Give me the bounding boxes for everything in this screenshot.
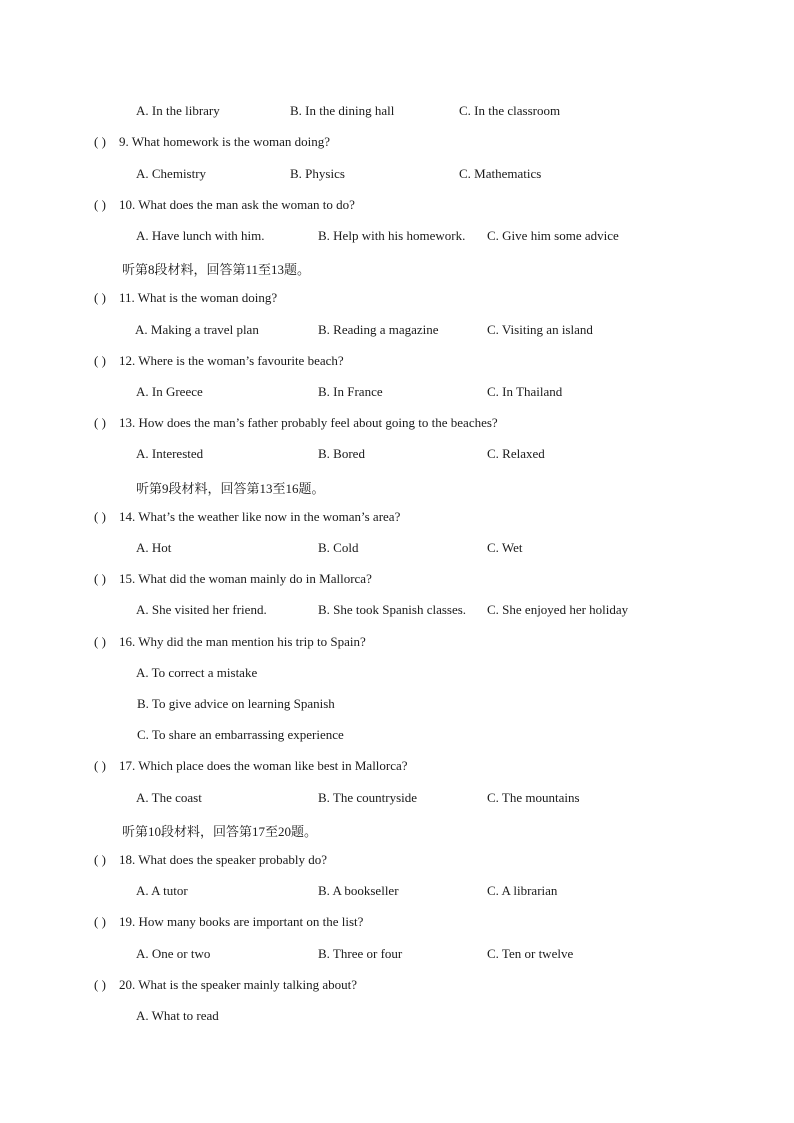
- q20-option-a[interactable]: A. What to read: [136, 1008, 219, 1023]
- question-text: 20. What is the speaker mainly talking about?: [119, 977, 358, 992]
- q12-option-b[interactable]: B. In France: [318, 384, 383, 399]
- q19-option-b[interactable]: B. Three or four: [318, 946, 403, 961]
- q19-option-a[interactable]: A. One or two: [136, 946, 211, 961]
- question-text: 13. How does the man’s father probably feel about going to the beaches?: [119, 415, 498, 430]
- answer-blank[interactable]: ( ): [94, 197, 106, 212]
- q9-option-b[interactable]: B. Physics: [290, 166, 345, 181]
- q16-option-c[interactable]: C. To share an embarrassing experience: [137, 727, 344, 742]
- q13-option-b[interactable]: B. Bored: [318, 446, 365, 461]
- section-8-heading: 听第8段材料，回答第11至13题。: [122, 262, 311, 277]
- q11-option-b[interactable]: B. Reading a magazine: [318, 322, 439, 337]
- q16-option-a[interactable]: A. To correct a mistake: [136, 665, 258, 680]
- question-text: 18. What does the speaker probably do?: [119, 852, 328, 867]
- question-text: 16. Why did the man mention his trip to Spain?: [119, 634, 366, 649]
- q8-option-a[interactable]: A. In the library: [136, 103, 220, 118]
- q11-option-a[interactable]: A. Making a travel plan: [135, 322, 259, 337]
- question-text: 15. What did the woman mainly do in Mallorca?: [119, 571, 372, 586]
- q17-option-b[interactable]: B. The countryside: [318, 790, 418, 805]
- question-text: 12. Where is the woman’s favourite beach?: [119, 353, 344, 368]
- q12-option-a[interactable]: A. In Greece: [136, 384, 203, 399]
- answer-blank[interactable]: ( ): [94, 758, 106, 773]
- question-text: 9. What homework is the woman doing?: [119, 134, 330, 149]
- q15-option-c[interactable]: C. She enjoyed her holiday: [487, 602, 629, 617]
- q17-option-c[interactable]: C. The mountains: [487, 790, 580, 805]
- q18-option-a[interactable]: A. A tutor: [136, 883, 188, 898]
- question-text: 11. What is the woman doing?: [119, 290, 278, 305]
- q8-option-b[interactable]: B. In the dining hall: [290, 103, 395, 118]
- q13-option-a[interactable]: A. Interested: [136, 446, 204, 461]
- question-text: 14. What’s the weather like now in the woman’s area?: [119, 509, 401, 524]
- answer-blank[interactable]: ( ): [94, 415, 106, 430]
- q9-option-c[interactable]: C. Mathematics: [459, 166, 542, 181]
- q18-option-b[interactable]: B. A bookseller: [318, 883, 399, 898]
- q12-option-c[interactable]: C. In Thailand: [487, 384, 563, 399]
- answer-blank[interactable]: ( ): [94, 634, 106, 649]
- q14-option-c[interactable]: C. Wet: [487, 540, 523, 555]
- q19-option-c[interactable]: C. Ten or twelve: [487, 946, 574, 961]
- answer-blank[interactable]: ( ): [94, 290, 106, 305]
- q17-option-a[interactable]: A. The coast: [136, 790, 202, 805]
- answer-blank[interactable]: ( ): [94, 134, 106, 149]
- q10-option-a[interactable]: A. Have lunch with him.: [136, 228, 265, 243]
- q16-option-b[interactable]: B. To give advice on learning Spanish: [137, 696, 335, 711]
- q9-option-a[interactable]: A. Chemistry: [136, 166, 207, 181]
- q15-option-a[interactable]: A. She visited her friend.: [136, 602, 267, 617]
- answer-blank[interactable]: ( ): [94, 509, 106, 524]
- question-text: 17. Which place does the woman like best in Mallorca?: [119, 758, 408, 773]
- q11-option-c[interactable]: C. Visiting an island: [487, 322, 593, 337]
- answer-blank[interactable]: ( ): [94, 353, 106, 368]
- section-9-heading: 听第9段材料，回答第13至16题。: [136, 481, 325, 496]
- q10-option-c[interactable]: C. Give him some advice: [487, 228, 619, 243]
- q13-option-c[interactable]: C. Relaxed: [487, 446, 545, 461]
- q15-option-b[interactable]: B. She took Spanish classes.: [318, 602, 467, 617]
- q14-option-a[interactable]: A. Hot: [136, 540, 172, 555]
- answer-blank[interactable]: ( ): [94, 852, 106, 867]
- answer-blank[interactable]: ( ): [94, 914, 106, 929]
- q10-option-b[interactable]: B. Help with his homework.: [318, 228, 466, 243]
- question-text: 19. How many books are important on the list?: [119, 914, 364, 929]
- answer-blank[interactable]: ( ): [94, 977, 106, 992]
- question-text: 10. What does the man ask the woman to do?: [119, 197, 355, 212]
- q14-option-b[interactable]: B. Cold: [318, 540, 359, 555]
- answer-blank[interactable]: ( ): [94, 571, 106, 586]
- q18-option-c[interactable]: C. A librarian: [487, 883, 558, 898]
- section-10-heading: 听第10段材料，回答第17至20题。: [122, 824, 318, 839]
- q8-option-c[interactable]: C. In the classroom: [459, 103, 561, 118]
